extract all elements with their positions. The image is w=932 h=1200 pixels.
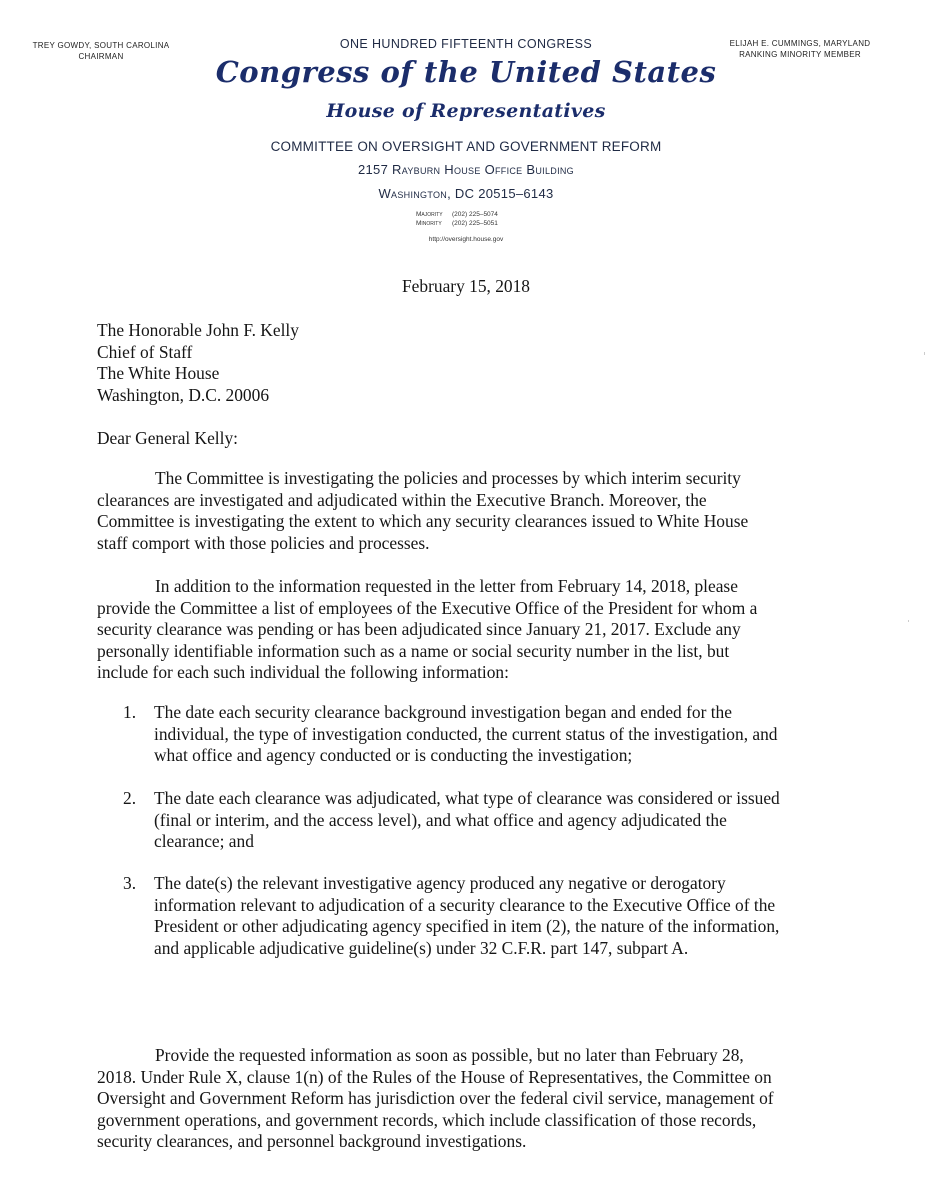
paragraph-line: personally identifiable information such as a name or social security number in the list, but xyxy=(97,640,730,661)
paragraph-line: include for each such individual the following information: xyxy=(97,662,509,682)
item-text xyxy=(154,873,779,959)
paragraph-request xyxy=(97,576,857,684)
chairman-name: TREY GOWDY, SOUTH CAROLINA xyxy=(32,41,170,50)
website-url: http://oversight.house.gov xyxy=(428,236,504,243)
item-line: clearance; and xyxy=(154,831,254,851)
item-line: what office and agency conducted or is conducting the investigation; xyxy=(154,745,633,765)
majority-phone: (202) 225–5074 xyxy=(452,211,498,218)
paragraph-line: Oversight and Government Reform has jurisdiction over the federal civil service, management of xyxy=(97,1088,774,1108)
item-text xyxy=(154,788,780,853)
item-number: 3. xyxy=(123,873,137,893)
committee-name: COMMITTEE ON OVERSIGHT AND GOVERNMENT REFORM xyxy=(270,139,662,154)
chairman-title: CHAIRMAN xyxy=(78,52,124,61)
item-line: The date each clearance was adjudicated, what type of clearance was considered or issued xyxy=(154,788,780,808)
item-line: and applicable adjudicative guideline(s) under 32 C.F.R. part 147, subpart A. xyxy=(154,937,689,958)
recipient-line: The Honorable John F. Kelly xyxy=(97,320,299,340)
paragraph-deadline xyxy=(97,1045,857,1153)
minority-phone-row xyxy=(416,219,498,228)
letter-date: February 15, 2018 xyxy=(402,276,530,296)
recipient-address xyxy=(97,320,299,406)
paragraph-line: security clearances, and personnel background investigations. xyxy=(97,1131,527,1151)
majority-label: Majority xyxy=(416,211,443,218)
paragraph-line: clearances are investigated and adjudicated within the Executive Branch. Moreover, the xyxy=(97,489,707,510)
minority-label: Minority xyxy=(416,220,442,227)
minority-phone: (202) 225–5051 xyxy=(452,220,498,227)
item-line: President or other adjudicating agency specified in item (2), the nature of the information, xyxy=(154,916,780,936)
office-address: 2157 Rayburn House Office Building xyxy=(358,162,574,177)
recipient-line: Washington, D.C. 20006 xyxy=(97,384,270,405)
paragraph-line: 2018. Under Rule X, clause 1(n) of the Rules of the House of Representatives, the Committee on xyxy=(97,1066,772,1087)
paragraph-line: The Committee is investigating the policies and processes by which interim security xyxy=(155,468,741,488)
recipient-line: The White House xyxy=(97,363,220,383)
paragraph-line: Committee is investigating the extent to which any security clearances issued to White House xyxy=(97,511,749,531)
paragraph-line: In addition to the information requested in the letter from February 14, 2018, please xyxy=(155,576,738,596)
item-number: 1. xyxy=(123,702,137,722)
congress-number: ONE HUNDRED FIFTEENTH CONGRESS xyxy=(339,37,593,51)
recipient-line: Chief of Staff xyxy=(97,341,193,362)
ranking-member-title: RANKING MINORITY MEMBER xyxy=(739,50,861,59)
office-city: Washington, DC 20515–6143 xyxy=(378,186,554,201)
item-line: individual, the type of investigation conducted, the current status of the investigation, and xyxy=(154,723,778,744)
house-title: House of Representatives xyxy=(326,100,606,122)
paragraph-line: government operations, and government records, which include classification of those records, xyxy=(97,1109,757,1130)
paragraph-line: provide the Committee a list of employees of the Executive Office of the President for whom a xyxy=(97,597,758,618)
paragraph-line: Provide the requested information as soon as possible, but no later than February 28, xyxy=(155,1045,744,1065)
item-line: (final or interim, and the access level), and what office and agency adjudicated the xyxy=(154,809,727,830)
salutation: Dear General Kelly: xyxy=(97,428,238,448)
scan-speck xyxy=(924,352,925,355)
item-line: The date(s) the relevant investigative agency produced any negative or derogatory xyxy=(154,873,726,893)
item-number: 2. xyxy=(123,788,137,808)
ranking-member-name: ELIJAH E. CUMMINGS, MARYLAND xyxy=(729,39,871,48)
paragraph-investigation xyxy=(97,468,857,554)
item-line: The date each security clearance background investigation began and ended for the xyxy=(154,702,732,722)
item-text xyxy=(154,702,778,767)
paragraph-line: staff comport with those policies and processes. xyxy=(97,532,430,553)
phone-numbers xyxy=(416,210,498,228)
item-line: information relevant to adjudication of a security clearance to the Executive Office of the xyxy=(154,894,776,915)
scan-speck xyxy=(908,620,909,622)
paragraph-line: security clearance was pending or has been adjudicated since January 21, 2017. Exclude any xyxy=(97,619,741,639)
majority-phone-row xyxy=(416,210,498,219)
congress-title: Congress of the United States xyxy=(215,55,717,89)
